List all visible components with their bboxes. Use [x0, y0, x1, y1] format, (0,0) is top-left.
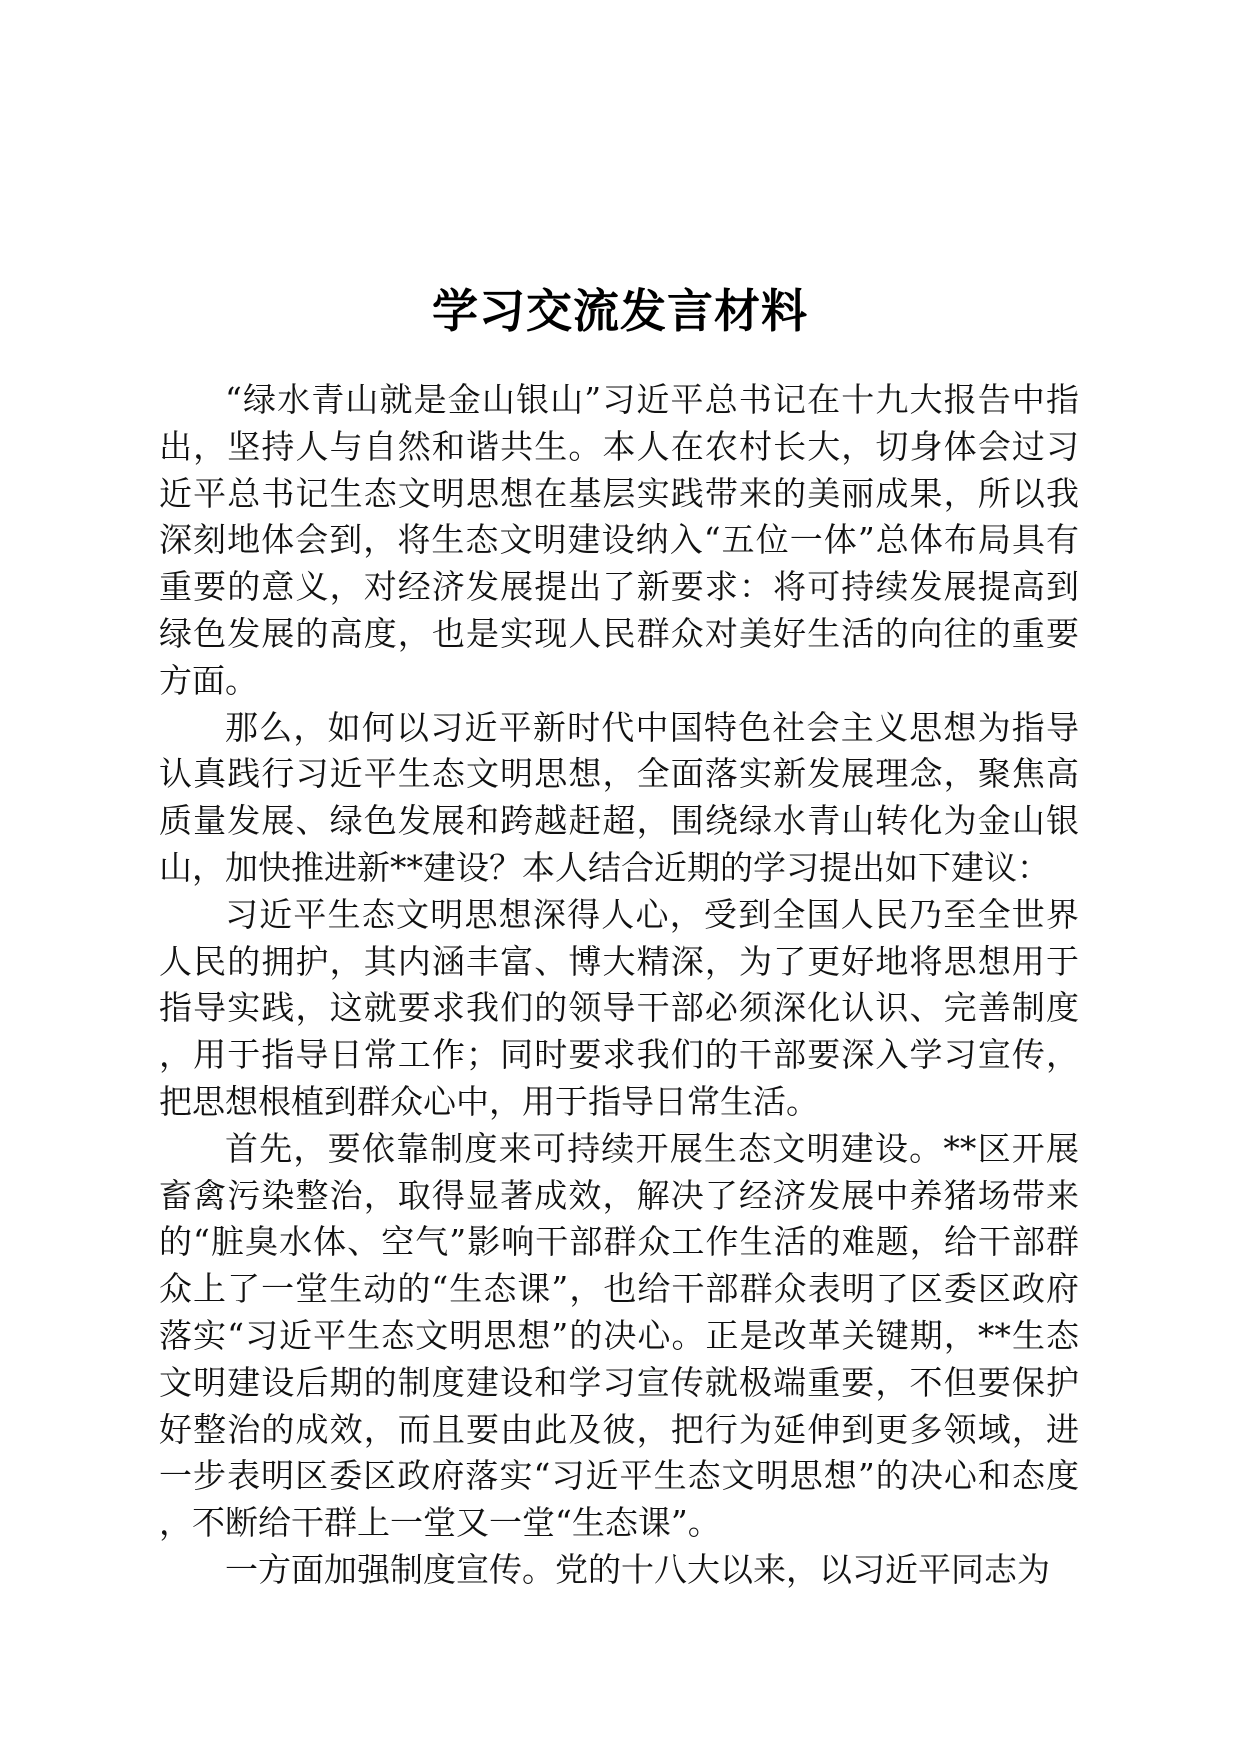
paragraph-4: 首先，要依靠制度来可持续开展生态文明建设。**区开展畜禽污染整治，取得显著成效，解决了经济发展中养猪场带来的“脏臭水体、空气”影响干部群众工作生活的难题，给干部群众上了一堂生动的“生态课”，也给干部群众表明了区委区政府落实“习近平生态文明思想”的决心。正是改革关键期，**生态文明建设后期的制度建设和学习宣传就极端重要，不但要保护好整治的成效，而且要由此及彼，把行为延伸到更多领域，进一步表明区委区政府落实“习近平生态文明思想”的决心和态度，不断给干群上一堂又一堂“生态课”。 — [159, 1128, 1079, 1543]
paragraph-5: 一方面加强制度宣传。党的十八大以来，以习近平同志为 — [225, 1549, 1050, 1589]
paragraph-2: 那么，如何以习近平新时代中国特色社会主义思想为指导认真践行习近平生态文明思想，全面落实新发展理念，聚焦高质量发展、绿色发展和跨越赶超，围绕绿水青山转化为金山银山，加快推进新**建设？本人结合近期的学习提出如下建议： — [159, 707, 1079, 887]
paragraph-1: “绿水青山就是金山银山”习近平总书记在十九大报告中指出，坚持人与自然和谐共生。本人在农村长大，切身体会过习近平总书记生态文明思想在基层实践带来的美丽成果，所以我深刻地体会到，将生态文明建设纳入“五位一体”总体布局具有重要的意义，对经济发展提出了新要求：将可持续发展提高到绿色发展的高度，也是实现人民群众对美好生活的向往的重要方面。 — [159, 380, 1079, 700]
document-title: 学习交流发言材料 — [432, 283, 808, 338]
document-body — [159, 377, 1079, 1594]
paragraph-3: 习近平生态文明思想深得人心，受到全国人民乃至全世界人民的拥护，其内涵丰富、博大精深，为了更好地将思想用于指导实践，这就要求我们的领导干部必须深化认识、完善制度，用于指导日常工作；同时要求我们的干部要深入学习宣传，把思想根植到群众心中，用于指导日常生活。 — [159, 894, 1079, 1121]
